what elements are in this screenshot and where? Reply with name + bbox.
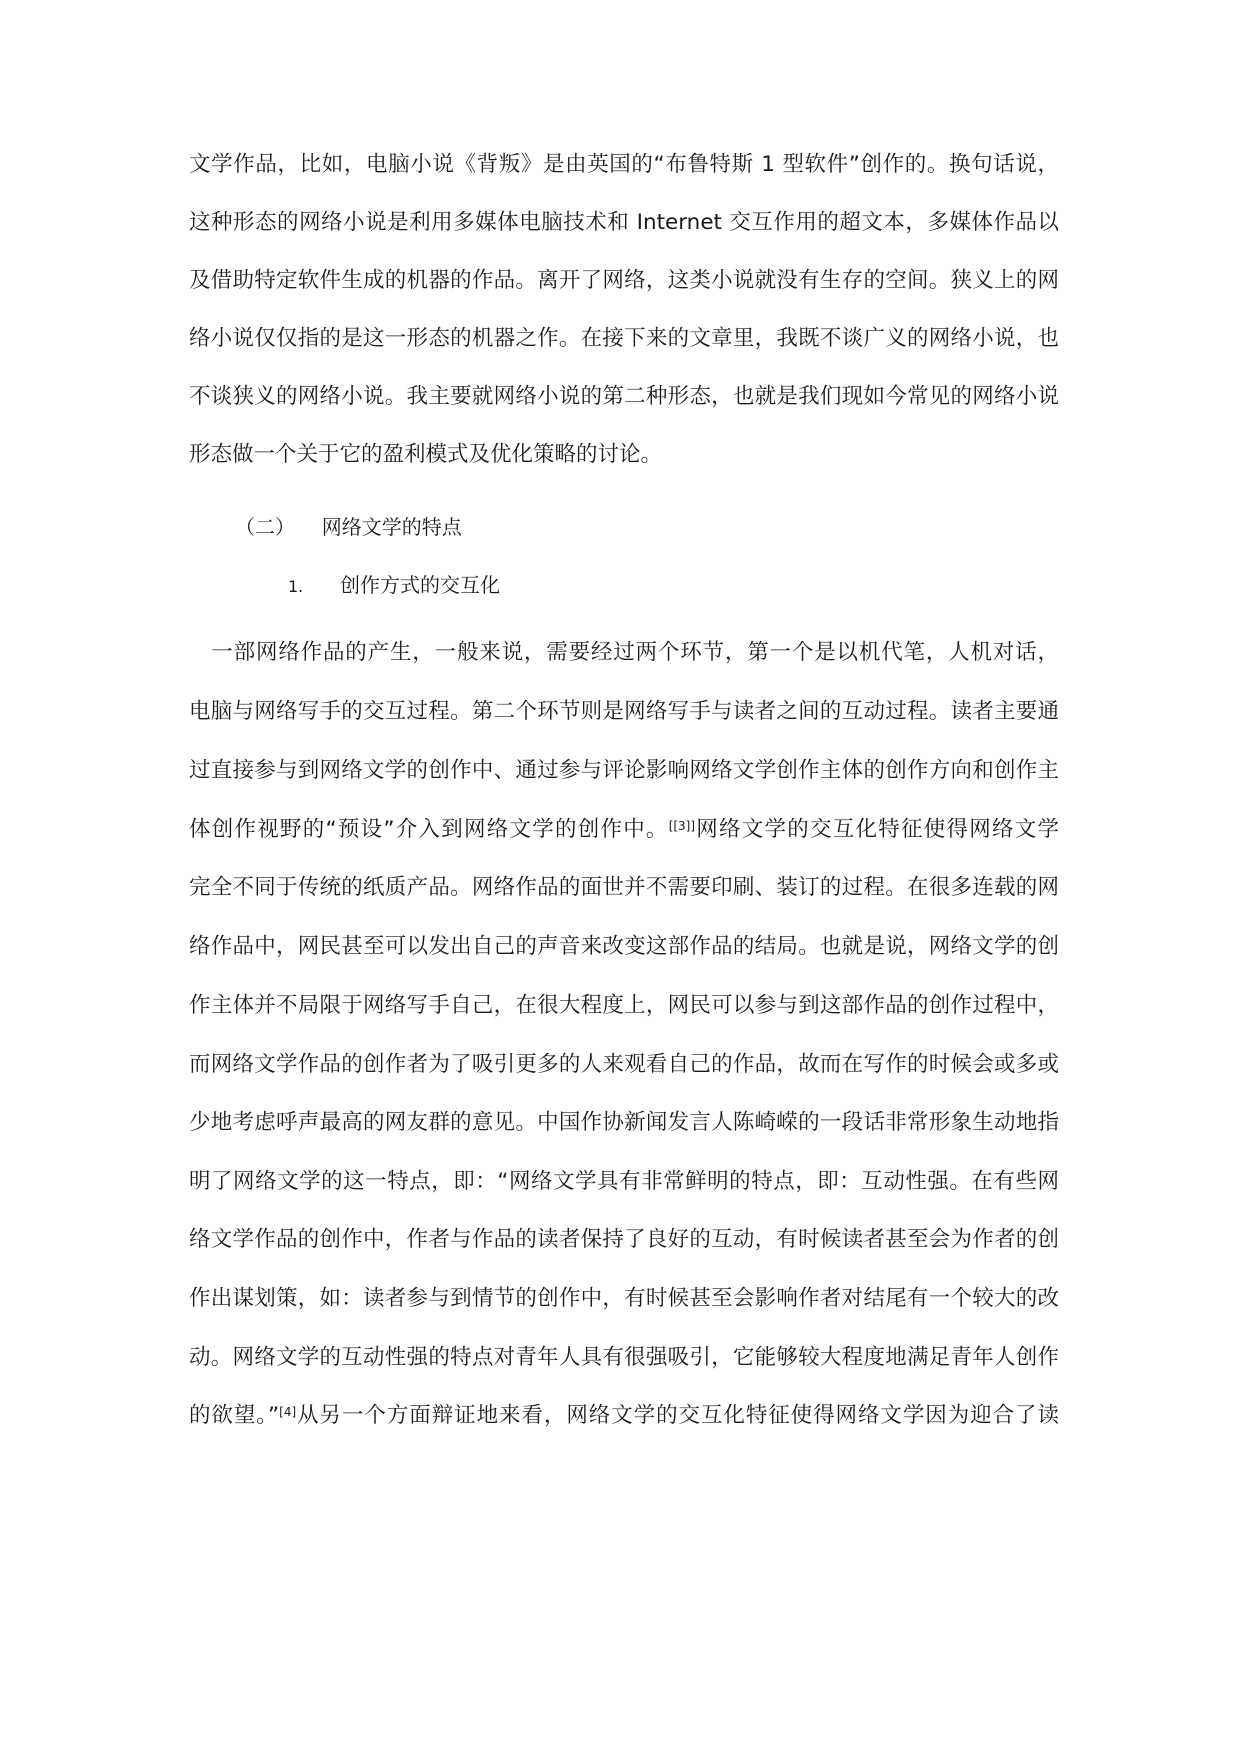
citation-ref: [4] [279, 1405, 297, 1419]
paragraph-line: 作出谋划策，如：读者参与到情节的创作中，有时候甚至会影响作者对结尾有一个较大的改 [189, 1286, 1059, 1311]
paragraph-line: 动。网络文学的互动性强的特点对青年人具有很强吸引，它能够较大程度地满足青年人创作 [189, 1345, 1059, 1370]
section-title: 网络文学的特点 [321, 515, 462, 539]
text-run: 网络文学的交互化特征使得网络文学 [695, 817, 1059, 842]
paragraph-line: 不谈狭义的网络小说。我主要就网络小说的第二种形态，也就是我们现如今常见的网络小说 [189, 384, 1059, 409]
citation-ref: [[3]] [668, 819, 696, 833]
section-heading [235, 512, 462, 542]
paragraph-line: 络小说仅仅指的是这一形态的机器之作。在接下来的文章里，我既不谈广义的网络小说，也 [189, 326, 1059, 351]
paragraph-line: 作主体并不局限于网络写手自己，在很大程度上，网民可以参与到这部作品的创作过程中， [189, 993, 1059, 1018]
paragraph-line [189, 815, 1059, 845]
subsection-number: 1. [288, 577, 304, 596]
paragraph-line: 完全不同于传统的纸质产品。网络作品的面世并不需要印刷、装订的过程。在很多连载的网 [189, 875, 1059, 900]
subsection-heading [288, 570, 500, 602]
paragraph-line [189, 1401, 1059, 1431]
paragraph-line: 明了网络文学的这一特点，即：“网络文学具有非常鲜明的特点，即：互动性强。在有些网 [189, 1169, 1059, 1194]
paragraph-line: 及借助特定软件生成的机器的作品。离开了网络，这类小说就没有生存的空间。狭义上的网 [189, 268, 1059, 293]
text-run: 从另一个方面辩证地来看，网络文学的交互化特征使得网络文学因为迎合了读 [296, 1403, 1059, 1428]
paragraph-line: 络文学作品的创作中，作者与作品的读者保持了良好的互动，有时候读者甚至会为作者的创 [189, 1227, 1059, 1252]
paragraph-line: 一部网络作品的产生，一般来说，需要经过两个环节，第一个是以机代笔，人机对话， [189, 640, 1059, 665]
paragraph-line: 这种形态的网络小说是利用多媒体电脑技术和 Internet 交互作用的超文本，多媒体作品以 [189, 210, 1059, 235]
paragraph-line: 少地考虑呼声最高的网友群的意见。中国作协新闻发言人陈崎嵘的一段话非常形象生动地指 [189, 1110, 1059, 1135]
paragraph-line: 过直接参与到网络文学的创作中、通过参与评论影响网络文学创作主体的创作方向和创作主 [189, 758, 1059, 783]
paragraph-line: 而网络文学作品的创作者为了吸引更多的人来观看自己的作品，故而在写作的时候会或多或 [189, 1052, 1059, 1077]
paragraph-line: 络作品中，网民甚至可以发出自己的声音来改变这部作品的结局。也就是说，网络文学的创 [189, 934, 1059, 959]
text-run: 的欲望。” [189, 1403, 280, 1428]
paragraph-line: 电脑与网络写手的交互过程。第二个环节则是网络写手与读者之间的互动过程。读者主要通 [189, 699, 1059, 724]
paragraph-line: 形态做一个关于它的盈利模式及优化策略的讨论。 [189, 442, 663, 467]
text-run: 体创作视野的“预设”介入到网络文学的创作中。 [189, 817, 669, 842]
paragraph-line: 文学作品，比如，电脑小说《背叛》是由英国的“布鲁特斯 1 型软件”创作的。换句话说， [189, 152, 1059, 177]
section-number: （二） [235, 515, 295, 539]
subsection-title: 创作方式的交互化 [339, 573, 500, 597]
